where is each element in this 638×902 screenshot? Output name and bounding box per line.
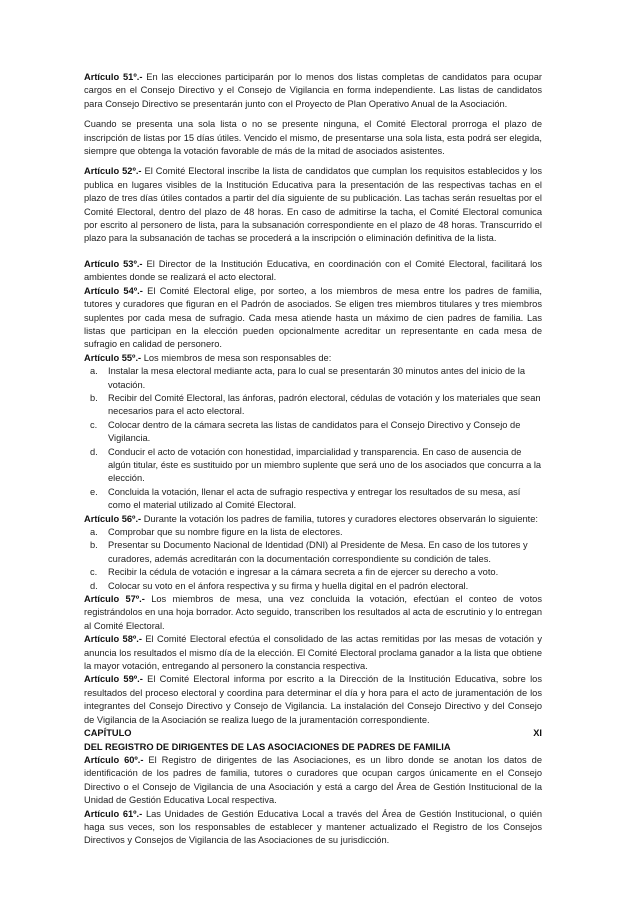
chapter-heading bbox=[84, 727, 542, 740]
article-55-list bbox=[84, 365, 542, 512]
list-item-label: e. bbox=[90, 486, 98, 497]
article-58-title: Artículo 58º.- bbox=[84, 634, 142, 645]
list-item-text: Colocar dentro de la cámara secreta las listas de candidatos para el Consejo Directivo y Consejo de Vigilancia. bbox=[108, 419, 521, 444]
list-item-text: Colocar su voto en el ánfora respectiva y su firma y huella digital en el padrón electoral. bbox=[108, 580, 469, 591]
article-56-title: Artículo 56º.- bbox=[84, 513, 142, 524]
article-51-paragraph-2: Cuando se presenta una sola lista o no se presente ninguna, el Comité Electoral prorroga el plazo de inscripción de listas por 15 días útiles. Vencido el mismo, de presentarse una sola lista, esta podrá ser elegida, siempre que obtenga la votación favorable de más de la mitad de asociados asistentes. bbox=[84, 119, 542, 157]
article-53 bbox=[84, 258, 542, 285]
article-52 bbox=[84, 165, 542, 245]
chapter-title bbox=[84, 741, 542, 754]
list-item-label: d. bbox=[90, 580, 98, 591]
chapter-number: XI bbox=[533, 728, 542, 739]
list-item-text: Concluida la votación, llenar el acta de sufragio respectiva y entregar los resultados de su mesa, así como el material utilizado al Comité Electoral. bbox=[108, 486, 521, 511]
article-57-title: Artículo 57º.- bbox=[84, 594, 145, 605]
article-59-text: El Comité Electoral informa por escrito a la Dirección de la Institución Educativa, sobre los resultados del proceso electoral y coordina para determinar el día y hora para el acto de juramentación de los integrantes del Consejo Directivo y Consejo de Vigilancia. La instalación del Consejo Directivo y del Consejo de Vigilancia de la Asociación se realiza luego de la juramentación correspondiente. bbox=[84, 674, 542, 725]
list-item-text: Recibir la cédula de votación e ingresar a la cámara secreta a fin de ejercer su derecho a voto. bbox=[108, 567, 499, 578]
list-item bbox=[84, 392, 542, 419]
article-55-title: Artículo 55º.- bbox=[84, 352, 142, 363]
list-item-label: b. bbox=[90, 392, 98, 403]
list-item bbox=[84, 486, 542, 513]
article-52-title: Artículo 52º.- bbox=[84, 166, 142, 177]
article-58 bbox=[84, 633, 542, 673]
list-item bbox=[84, 419, 542, 446]
list-item-label: a. bbox=[90, 527, 98, 537]
list-item-text: Comprobar que su nombre figure en la lista de electores. bbox=[108, 527, 343, 537]
list-item-label: d. bbox=[90, 446, 98, 457]
article-54 bbox=[84, 285, 542, 352]
article-52-text: El Comité Electoral inscribe la lista de candidatos que cumplan los requisitos establecidos y los publica en lugares visibles de la Institución Educativa para la presentación de las respectivas tachas en el plazo de tres días útiles contados a partir del día siguiente de su publicación. Las tachas serán resueltas por el Comité Electoral, dentro del plazo de 48 horas. En caso de admitirse la tacha, el Comité Electoral comunica por escrito al personero de lista, para la subsanación correspondiente en el plazo de 48 horas. Transcurrido el plazo para la subsanación de tachas se procederá a la inscripción o eliminación definitiva de la lista. bbox=[84, 166, 542, 244]
article-55-text: Los miembros de mesa son responsables de: bbox=[141, 352, 332, 363]
article-51 bbox=[84, 71, 542, 111]
list-item bbox=[84, 446, 542, 486]
list-item bbox=[84, 566, 542, 579]
list-item-text: Instalar la mesa electoral mediante acta, para lo cual se presentarán 30 minutos antes del inicio de la votación. bbox=[108, 366, 526, 390]
list-item bbox=[84, 580, 542, 593]
article-59 bbox=[84, 673, 542, 727]
chapter-title-text: DEL REGISTRO DE DIRIGENTES DE LAS ASOCIACIONES DE PADRES DE FAMILIA bbox=[84, 741, 451, 752]
article-61-title: Artículo 61º.- bbox=[84, 808, 143, 819]
list-item-text: Recibir del Comité Electoral, las ánforas, padrón electoral, cédulas de votación y los materiales que sean necesarios para el acto electoral. bbox=[108, 392, 541, 417]
list-item-label: a. bbox=[90, 366, 98, 377]
article-55 bbox=[84, 352, 542, 365]
list-item-text: Conducir el acto de votación con honestidad, imparcialidad y transparencia. En caso de ausencia de algún titular, éste es sustituido por un miembro suplente que será uno de los asociados que concurra a la elección. bbox=[108, 446, 542, 484]
list-item-label: c. bbox=[90, 567, 98, 578]
article-54-text: El Comité Electoral elige, por sorteo, a los miembros de mesa entre los padres de familia, tutores y curadores que figuran en el Padrón de asociados. Se eligen tres miembros titulares y tres miembros suplentes por cada mesa de sufragio. Cada mesa atiende hasta un máximo de cien padres de familia. Las listas que participan en la elección pueden opcionalmente acreditar un representante en cada mesa de sufragio en calidad de personero. bbox=[84, 285, 543, 350]
article-61-text: Las Unidades de Gestión Educativa Local a través del Área de Gestión Institucional, o quién haga sus veces, son los responsables de establecer y mantener actualizado el Registro de los Consejos Directivos y Consejos de Vigilancia de las Asociaciones de su jurisdicción. bbox=[84, 808, 542, 846]
list-item-label: c. bbox=[90, 419, 98, 430]
article-51-title: Artículo 51º.- bbox=[84, 72, 143, 82]
article-54-title: Artículo 54º.- bbox=[84, 285, 143, 296]
article-59-title: Artículo 59º.- bbox=[84, 674, 143, 685]
article-56 bbox=[84, 513, 542, 526]
article-57-text: Los miembros de mesa, una vez concluida la votación, efectúan el conteo de votos registrándolos en una hoja borrador. Acto seguido, transcriben los resultados al acta de escrutinio y lo entregan al Comité Electoral. bbox=[84, 594, 543, 631]
article-60-title: Artículo 60º.- bbox=[84, 754, 144, 765]
article-58-text: El Comité Electoral efectúa el consolidado de las actas remitidas por las mesas de votación y anuncia los resultados el mismo día de la elección. El Comité Electoral proclama ganador a la lista que obtiene la mayor votación, entregando al personero la constancia respectiva. bbox=[84, 634, 542, 672]
article-53-text: El Director de la Institución Educativa, en coordinación con el Comité Electoral, facilitará los ambientes donde se realizará el acto electoral. bbox=[84, 258, 542, 283]
list-item bbox=[84, 365, 542, 392]
chapter-label: CAPÍTULO bbox=[84, 728, 132, 739]
list-item bbox=[84, 539, 542, 566]
article-56-list bbox=[84, 526, 542, 593]
article-61 bbox=[84, 808, 542, 848]
article-57 bbox=[84, 593, 542, 633]
article-60-text: El Registro de dirigentes de las Asociaciones, es un libro donde se anotan los datos de identificación de los padres de familia, tutores o curadores que ocupan cargos únicamente en el Consejo Directivo o el Consejo de Vigilancia de una Asociación y está a cargo del Área de Gestión Institucional de la Unidad de Gestión Educativa Local respectiva. bbox=[84, 754, 542, 806]
list-item-text: Presentar su Documento Nacional de Identidad (DNI) al Presidente de Mesa. En caso de los tutores y curadores, además acreditarán con la documentación correspondiente su condición de tales. bbox=[108, 540, 528, 564]
list-item-label: b. bbox=[90, 540, 98, 551]
list-item bbox=[84, 526, 542, 539]
article-60 bbox=[84, 754, 542, 808]
article-56-text: Durante la votación los padres de familia, tutores y curadores electores observarán lo siguiente: bbox=[141, 513, 539, 524]
article-51-text: En las elecciones participarán por lo menos dos listas completas de candidatos para ocupar cargos en el Consejo Directivo y el Consejo de Vigilancia en forma independiente. Las listas de candidatos para Consejo Directivo se presentarán junto con el Proyecto de Plan Operativo Anual de la Asociación. bbox=[84, 72, 542, 109]
article-53-title: Artículo 53º.- bbox=[84, 258, 143, 269]
